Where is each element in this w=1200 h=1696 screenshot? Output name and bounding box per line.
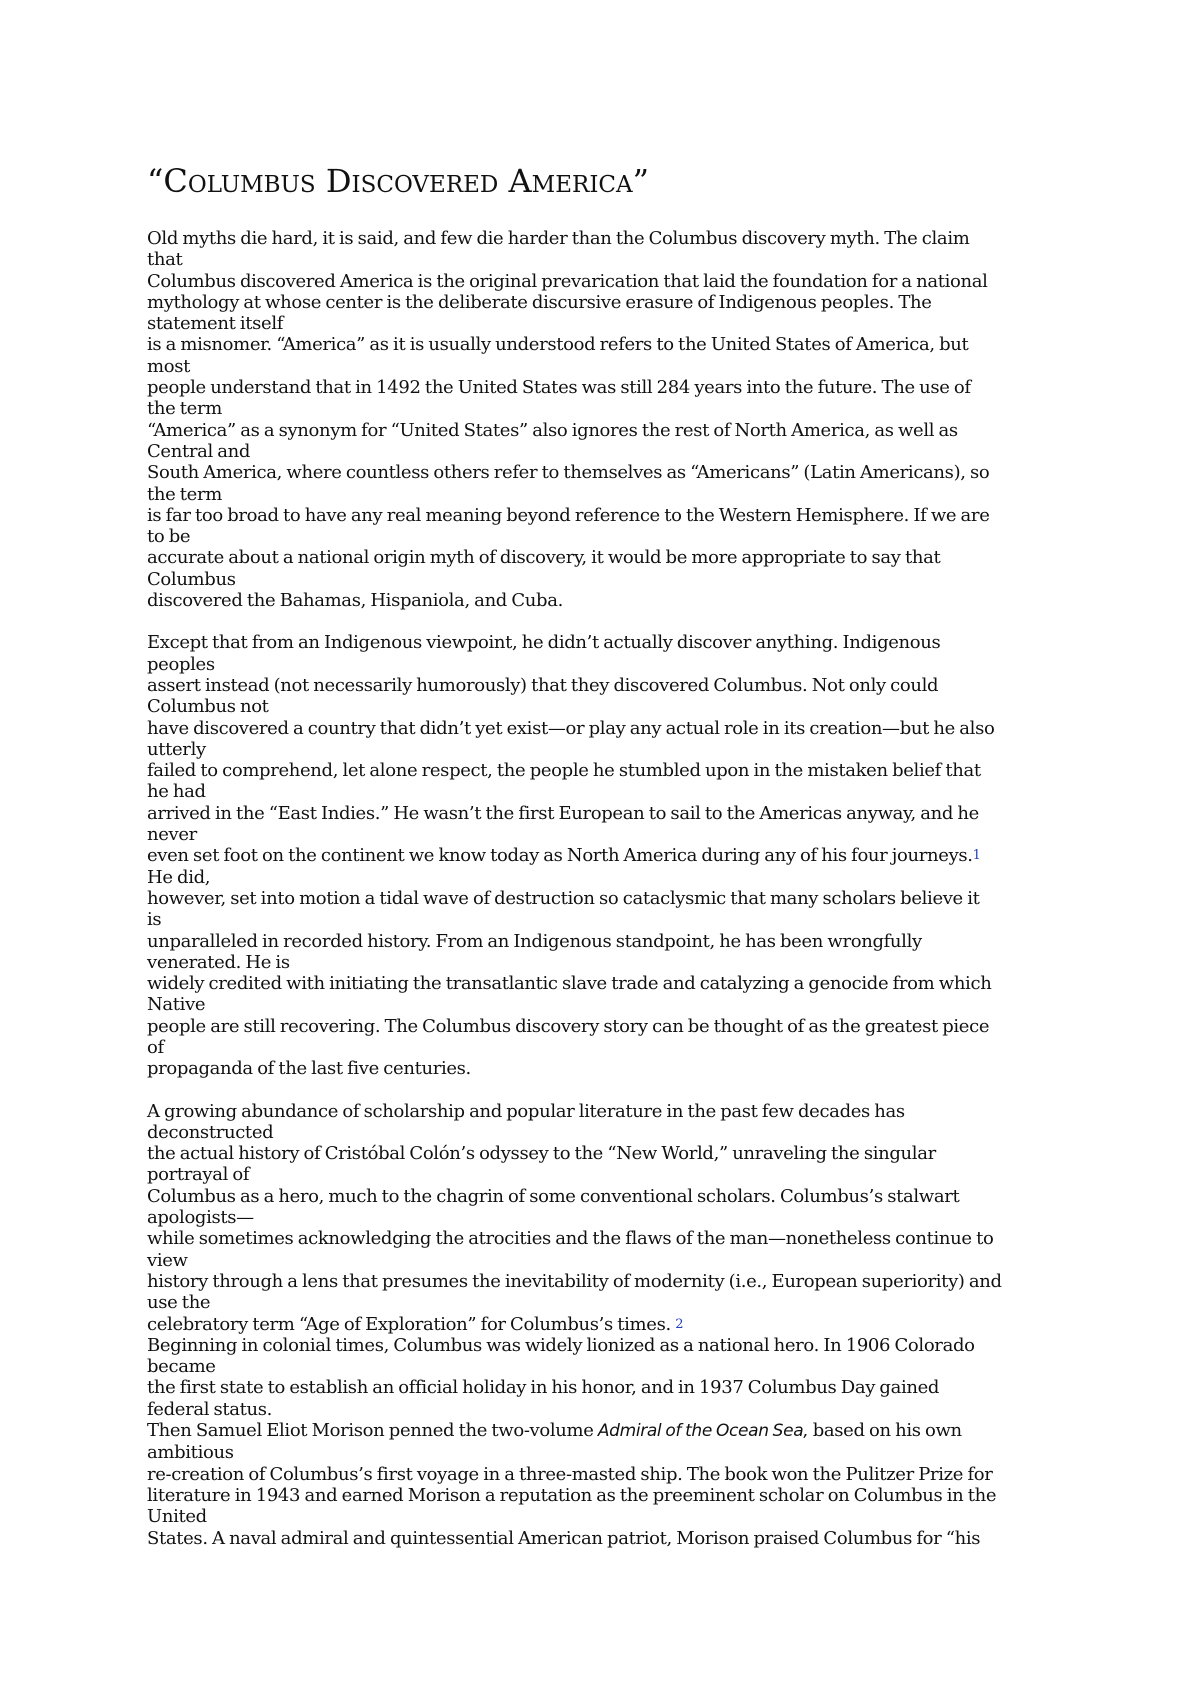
text-line: Columbus — [147, 568, 236, 590]
title-initial: C — [163, 162, 188, 200]
text-line: failed to comprehend, let alone respect, the people he stumbled upon in the mistaken belief that — [147, 760, 981, 782]
text-line: the term — [147, 483, 222, 505]
text-line: Beginning in colonial times, Columbus was widely lionized as a national hero. In 1906 Colorado — [147, 1334, 975, 1356]
text-line: deconstructed — [147, 1121, 274, 1143]
title-initial: A — [508, 162, 532, 200]
text-line: Native — [147, 994, 206, 1016]
text-line: United — [147, 1506, 207, 1528]
text-line: A growing abundance of scholarship and popular literature in the past few decades has — [147, 1100, 905, 1122]
text-line: propaganda of the last five centuries. — [147, 1058, 471, 1080]
text-line: Central and — [147, 440, 251, 462]
text-line: the first state to establish an official holiday in his honor, and in 1937 Columbus Day gained — [147, 1377, 940, 1399]
text-line: assert instead (not necessarily humorously) that they discovered Columbus. Not only could — [147, 674, 939, 696]
text-line: is a misnomer. “America” as it is usually understood refers to the United States of America, but — [147, 334, 969, 356]
body-paragraph — [147, 632, 1067, 1079]
text-line: federal status. — [147, 1398, 273, 1420]
page-title — [147, 160, 1067, 206]
text-line: he had — [147, 781, 206, 803]
text-line: Old myths die hard, it is said, and few die harder than the Columbus discovery myth. The claim — [147, 228, 970, 249]
body-paragraph — [147, 1101, 1067, 1549]
text-line — [147, 845, 1067, 866]
text-line: use the — [147, 1292, 211, 1314]
document-page — [147, 160, 1067, 1570]
paragraph-lines — [147, 632, 1067, 845]
text-line: Except that from an Indigenous viewpoint, he didn’t actually discover anything. Indigenous — [147, 632, 941, 654]
line-text: even set foot on the continent we know today as North America during any of his four journeys. — [147, 845, 973, 867]
text-line: South America, where countless others refer to themselves as “Americans” (Latin Americans), so — [147, 462, 990, 484]
text-line: history through a lens that presumes the inevitability of modernity (i.e., European superiority) and — [147, 1270, 1002, 1292]
text-line — [147, 1314, 1067, 1335]
text-line: portrayal of — [147, 1164, 250, 1186]
line-text: celebratory term “Age of Exploration” for Columbus’s times. — [147, 1313, 676, 1335]
text-line: never — [147, 824, 197, 846]
text-line: apologists— — [147, 1207, 254, 1229]
text-line: is — [147, 909, 162, 931]
text-line: people understand that in 1492 the United States was still 284 years into the future. The use of — [147, 377, 971, 399]
text-line: is far too broad to have any real meaning beyond reference to the Western Hemisphere. If we are — [147, 504, 990, 526]
paragraph-lines — [147, 1335, 1067, 1420]
text-line: while sometimes acknowledging the atrocities and the flaws of the man—nonetheless continue to — [147, 1228, 994, 1250]
title-smallcaps: MERICA — [531, 172, 633, 198]
line-text: Then Samuel Eliot Morison penned the two-volume — [147, 1420, 598, 1442]
text-line: arrived in the “East Indies.” He wasn’t the first European to sail to the Americas anyway, and he — [147, 802, 979, 824]
paragraph-lines — [147, 867, 1067, 1080]
text-line: States. A naval admiral and quintessential American patriot, Morison praised Columbus for “his — [147, 1527, 981, 1549]
text-line: Columbus not — [147, 696, 269, 718]
text-line: people are still recovering. The Columbus discovery story can be thought of as the greatest piece — [147, 1015, 990, 1037]
text-line: widely credited with initiating the transatlantic slave trade and catalyzing a genocide from which — [147, 973, 992, 995]
text-line: accurate about a national origin myth of discovery, it would be more appropriate to say that — [147, 547, 941, 569]
text-line: He did, — [147, 866, 211, 888]
text-line: however, set into motion a tidal wave of destruction so cataclysmic that many scholars believe it — [147, 887, 980, 909]
text-line: ambitious — [147, 1442, 234, 1464]
paragraph-lines — [147, 1101, 1067, 1314]
title-smallcaps: OLUMBUS — [187, 172, 316, 198]
book-title: Admiral of the Ocean Sea, — [597, 1421, 809, 1442]
text-line: unparalleled in recorded history. From an Indigenous standpoint, he has been wrongfully — [147, 930, 922, 952]
paragraph-lines — [147, 1442, 1067, 1548]
text-line: have discovered a country that didn’t yet exist—or play any actual role in its creation—but he also — [147, 717, 995, 739]
text-line: peoples — [147, 653, 215, 675]
text-line: became — [147, 1356, 216, 1378]
text-line: venerated. He is — [147, 951, 290, 973]
body-paragraph — [147, 228, 1067, 611]
text-line: to be — [147, 526, 191, 548]
text-line: literature in 1943 and earned Morison a reputation as the preeminent scholar on Columbus in the — [147, 1484, 997, 1506]
title-quote-close: ” — [632, 162, 649, 200]
text-line: the actual history of Cristóbal Colón’s odyssey to the “New World,” unraveling the singular — [147, 1143, 936, 1165]
footnote-link[interactable]: 1 — [972, 848, 981, 864]
text-line: “America” as a synonym for “United States” also ignores the rest of North America, as well as — [147, 419, 958, 441]
line-text: based on his own — [808, 1420, 962, 1442]
text-line: most — [147, 355, 190, 377]
text-line: the term — [147, 398, 222, 420]
title-initial: D — [325, 162, 352, 200]
text-line: view — [147, 1249, 188, 1271]
text-line: mythology at whose center is the deliberate discursive erasure of Indigenous peoples. The — [147, 291, 932, 313]
text-line: re-creation of Columbus’s first voyage in a three-masted ship. The book won the Pulitzer Prize for — [147, 1463, 993, 1485]
text-line: of — [147, 1036, 164, 1058]
text-line — [147, 1420, 1067, 1442]
text-line: that — [147, 249, 183, 271]
footnote-link[interactable]: 2 — [675, 1316, 684, 1332]
text-line: Columbus as a hero, much to the chagrin of some conventional scholars. Columbus’s stalwart — [147, 1185, 960, 1207]
text-line: Columbus discovered America is the original prevarication that laid the foundation for a national — [147, 270, 988, 292]
text-line: utterly — [147, 738, 206, 760]
text-line: discovered the Bahamas, Hispaniola, and Cuba. — [147, 590, 563, 612]
text-line: statement itself — [147, 313, 284, 335]
title-quote-open: “ — [147, 162, 164, 200]
title-smallcaps: ISCOVERED — [351, 172, 499, 198]
